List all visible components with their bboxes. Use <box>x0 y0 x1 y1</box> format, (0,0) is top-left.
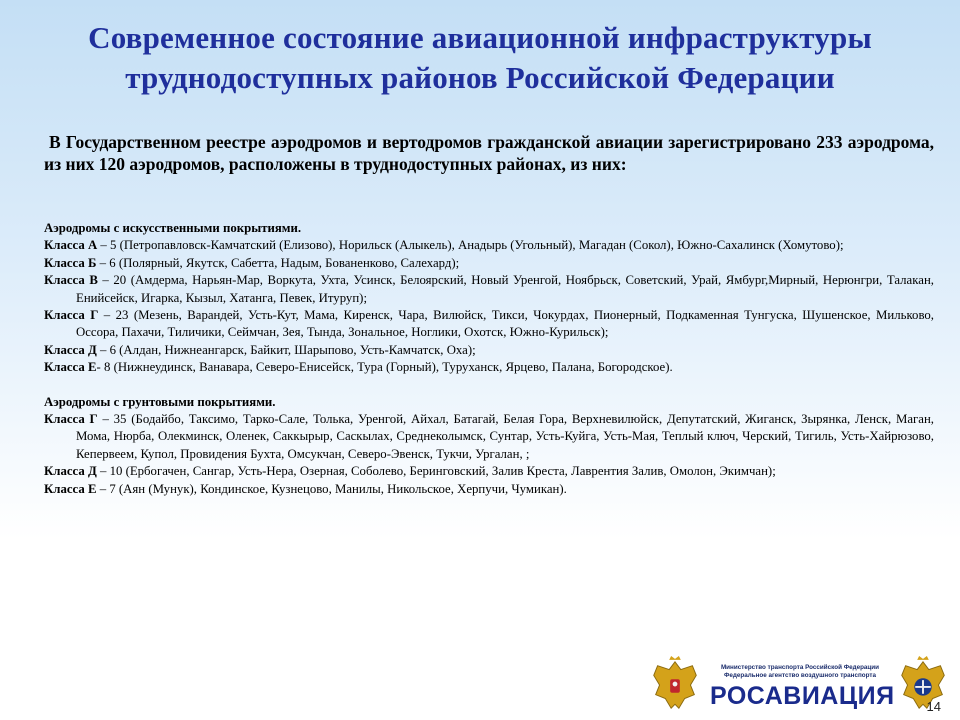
class-label: Класса В <box>44 273 98 288</box>
page-title <box>20 18 940 98</box>
class-text: – 7 (Аян (Мунук), Кондинское, Кузнецово, Манилы, Никольское, Херпучи, Чумикан). <box>96 481 567 496</box>
class-text: - 8 (Нижнеудинск, Ванавара, Северо-Енисейск, Тура (Горный), Туруханск, Ярцево, Палана, Богородское). <box>96 360 673 375</box>
coat-of-arms-icon <box>646 656 704 714</box>
section-spacer <box>44 377 934 394</box>
list-item <box>44 255 934 272</box>
class-text: – 23 (Мезень, Варандей, Усть-Кут, Мама, Киренск, Чара, Вилюйск, Тикси, Чокурдах, Пионерный, Подкаменная Тунгуска, Шушенское, Мильково, Оссора, Пахачи, Тиличики, Сеймчан, Зея, Тында, Зональное, Ноглики, Охотск, Южно-Курильск); <box>76 308 934 340</box>
class-label: Класса Г <box>44 308 99 323</box>
rosaviatsia-logo-text: РОСАВИАЦИЯ <box>710 682 895 710</box>
footer-logo-block <box>640 656 955 718</box>
class-label: Класса Е <box>44 481 97 496</box>
list-item <box>44 359 934 376</box>
ground-section-heading: Аэродромы с грунтовыми покрытиями. <box>44 394 276 409</box>
list-item <box>44 342 934 359</box>
class-label: Класса Д <box>44 342 97 357</box>
list-item <box>44 237 934 254</box>
artificial-section-heading: Аэродромы с искусственными покрытиями. <box>44 221 302 235</box>
aerodrome-list <box>44 220 934 498</box>
aviation-emblem-icon <box>894 656 952 714</box>
class-text: – 6 (Алдан, Нижнеангарск, Байкит, Шарыпово, Усть-Камчатск, Оха); <box>96 342 476 357</box>
class-text: – 6 (Полярный, Якутск, Сабетта, Надым, Бованенково, Салехард); <box>96 255 460 270</box>
class-text: – 35 (Бодайбо, Таксимо, Тарко-Сале, Толька, Уренгой, Айхал, Батагай, Белая Гора, Верхневилюйск, Депутатский, Жиганск, Зырянка, Ленск, Маган, Мома, Нюрба, Олекминск, Оленек, Саккырыр, Саскылах, Среднеколымск, Сунтар, Усть-Куйга, Усть-Мая, Теплый ключ, Черский, Тигиль, Усть-Хайрюзово, Кепервеем, Купол, Провидения Бухта, Омсукчан, Северо-Эвенск, Тукчи, Ургалан, ; <box>76 412 934 461</box>
organization-name <box>710 664 890 680</box>
list-item <box>44 272 934 307</box>
class-label: Класса Е <box>44 360 97 375</box>
class-text: – 20 (Амдерма, Нарьян-Мар, Воркута, Ухта, Усинск, Белоярский, Новый Уренгой, Ноябрьск, Советский, Урай, Ямбург,Мирный, Нерюнгри, Талакан, Енийсейск, Игарка, Кызыл, Хатанга, Певек, Итуруп); <box>76 273 934 305</box>
title-line-2: труднодоступных районов Российской Федерации <box>125 60 835 95</box>
title-line-1: Современное состояние авиационной инфраструктуры <box>88 20 872 55</box>
class-text: – 5 (Петропавловск-Камчатский (Елизово), Норильск (Алыкель), Анадырь (Угольный), Магадан (Сокол), Южно-Сахалинск (Хомутово); <box>97 238 844 253</box>
list-item <box>44 307 934 342</box>
list-item <box>44 481 934 498</box>
list-item <box>44 463 934 480</box>
class-label: Класса Б <box>44 255 97 270</box>
page-number: 14 <box>926 699 941 714</box>
intro-paragraph: В Государственном реестре аэродромов и вертодромов гражданской авиации зарегистрировано 233 аэродрома, из них 120 аэродромов, расположены в труднодоступных районах, из них: <box>44 132 934 174</box>
class-label: Класса Д <box>44 464 97 479</box>
class-text: – 10 (Ербогачен, Сангар, Усть-Нера, Озерная, Соболево, Беринговский, Залив Креста, Лаврентия Залив, Омолон, Экимчан); <box>96 464 776 479</box>
org-line-1: Министерство транспорта Российской Федерации <box>720 664 880 671</box>
list-item <box>44 411 934 463</box>
class-label: Класса Г <box>44 412 98 427</box>
org-line-2: Федеральное агентство воздушного транспорта <box>724 672 876 679</box>
class-label: Класса А <box>44 238 98 253</box>
